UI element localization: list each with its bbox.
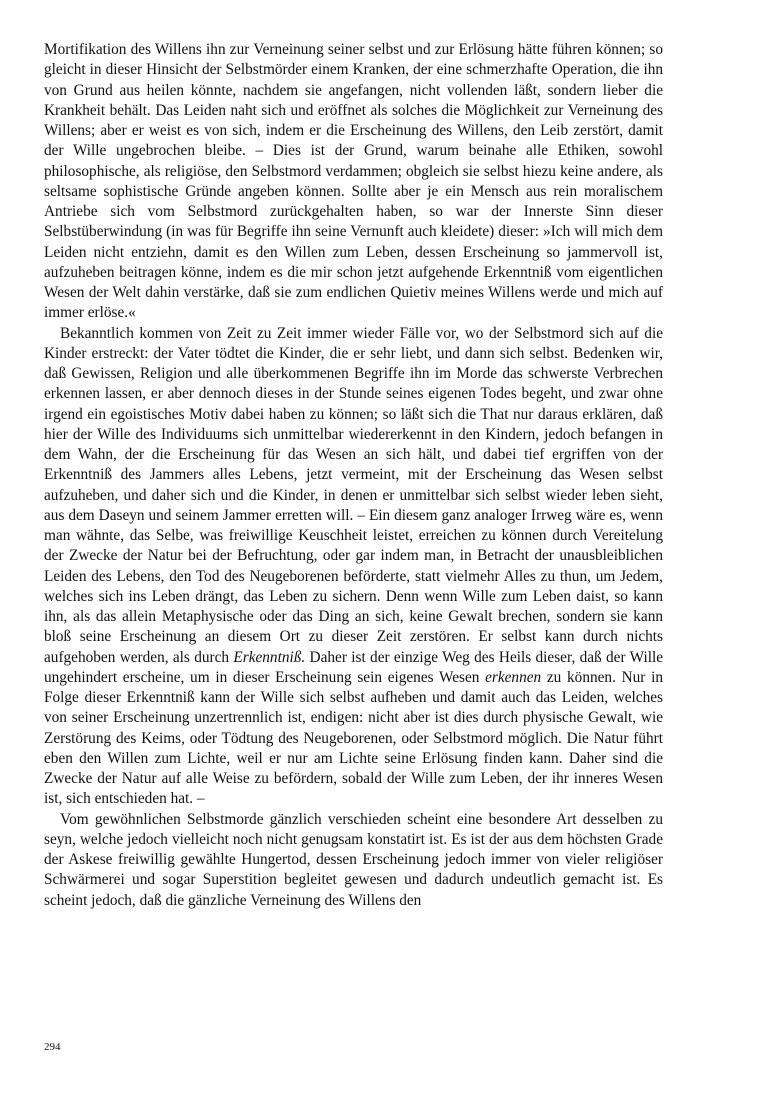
text-segment: Daher ist der einzige Weg des Heils dieser, daß der Wille ungehindert erscheine, um in dieser Erscheinung sein eigenes Wesen bbox=[44, 648, 664, 686]
emphasis-text: erkennen bbox=[485, 668, 542, 686]
paragraph-2 bbox=[44, 324, 663, 810]
emphasis-text: Erkenntniß. bbox=[233, 648, 306, 666]
text-segment: zu können. Nur in Folge dieser Erkenntniß kann der Wille sich selbst aufheben und damit auch das Leiden, welches von seiner Erscheinung unzertrennlich ist, endigen: nicht aber ist dies durch physische Gewalt, wie Zerstörung des Keims, oder Tödtung des Neugeborenen, oder Selbstmord möglich. Die Natur führt eben den Willen zum Lichte, weil er nur am Lichte seine Erlösung finden kann. Daher sind die Zwecke der Natur auf alle Weise zu befördern, sobald der Wille zum Leben, der ihr inneres Wesen ist, sich entschieden hat. – bbox=[44, 668, 663, 808]
text-segment: Vom gewöhnlichen Selbstmorde gänzlich verschieden scheint eine besondere Art desselben zu seyn, welche jedoch vielleicht noch nicht genugsam konstatirt ist. Es ist der aus dem höchsten Grade der Askese freiwillig gewählte Hungertod, dessen Erscheinung jedoch immer von vieler religiöser Schwärmerei und sogar Superstition begleitet gewesen und dadurch undeutlich gemacht ist. Es scheint jedoch, daß die gänzliche Verneinung des Willens den bbox=[44, 810, 663, 909]
paragraph-3 bbox=[44, 810, 663, 911]
paragraph-1 bbox=[44, 40, 663, 324]
page-text bbox=[44, 40, 663, 911]
text-segment: Bekanntlich kommen von Zeit zu Zeit immer wieder Fälle vor, wo der Selbstmord sich auf die Kinder erstreckt: der Vater tödtet die Kinder, die er sehr liebt, und dann sich selbst. Bedenken wir, daß Gewissen, Religion und alle überkommenen Begriffe ihn im Morde das schwerste Verbrechen erkennen lassen, er aber dennoch dieses in der Stunde seines eigenen Todes begeht, und zwar ohne irgend ein egoistisches Motiv dabei haben zu können; so läßt sich die That nur daraus erklären, daß hier der Wille des Individuums sich unmittelbar wiedererkennt in den Kindern, jedoch befangen in dem Wahn, der die Erscheinung für das Wesen an sich hält, und dabei tief ergriffen von der Erkenntniß des Jammers alles Lebens, jetzt vermeint, mit der Erscheinung das Wesen selbst aufzuheben, und daher sich und die Kinder, in denen er unmittelbar sich selbst wieder leben sieht, aus dem Daseyn und seinem Jammer erretten will. – Ein diesem ganz analoger Irrweg wäre es, wenn man wähnte, das Selbe, was freiwillige Keuschheit leistet, erreichen zu können durch Vereitelung der Zwecke der Natur bei der Befruchtung, oder gar indem man, in Betracht der unausbleiblichen Leiden des Lebens, den Tod des Neugeborenen beförderte, statt vielmehr Alles zu thun, um Jedem, welches sich ins Leben drängt, das Leben zu sichern. Denn wenn Wille zum Leben daist, so kann ihn, als das allein Metaphysische oder das Ding an sich, keine Gewalt brechen, sondern sie kann bloß seine Erscheinung an diesem Ort zu dieser Zeit zerstören. Er selbst kann durch nichts aufgehoben werden, als durch bbox=[44, 324, 663, 666]
page-number: 294 bbox=[44, 1041, 61, 1053]
text-segment: Mortifikation des Willens ihn zur Verneinung seiner selbst und zur Erlösung hätte führen können; so gleicht in dieser Hinsicht der Selbstmörder einem Kranken, der eine schmerzhafte Operation, die ihn von Grund aus heilen könnte, nachdem sie angefangen, nicht vollenden läßt, sondern lieber die Krankheit behält. Das Leiden naht sich und eröffnet als solches die Möglichkeit zur Verneinung des Willens; aber er weist es von sich, indem er die Erscheinung des Willens, den Leib zerstört, damit der Wille ungebrochen bleibe. – Dies ist der Grund, warum beinahe alle Ethiken, sowohl philosophische, als religiöse, den Selbstmord verdammen; obgleich sie selbst hiezu keine andere, als seltsame sophistische Gründe angeben können. Sollte aber je ein Mensch aus rein moralischem Antriebe sich vom Selbstmord zurückgehalten haben, so war der Innerste Sinn dieser Selbstüberwindung (in was für Begriffe ihn seine Vernunft auch kleidete) dieser: »Ich will mich dem Leiden nicht entziehn, damit es den Willen zum Leben, dessen Erscheinung so jammervoll ist, aufzuheben beitragen könne, indem es die mir schon jetzt aufgehende Erkenntniß vom eigentlichen Wesen der Welt dahin verstärke, daß sie zum endlichen Quietiv meines Willens werde und mich auf immer erlöse.« bbox=[44, 41, 663, 322]
